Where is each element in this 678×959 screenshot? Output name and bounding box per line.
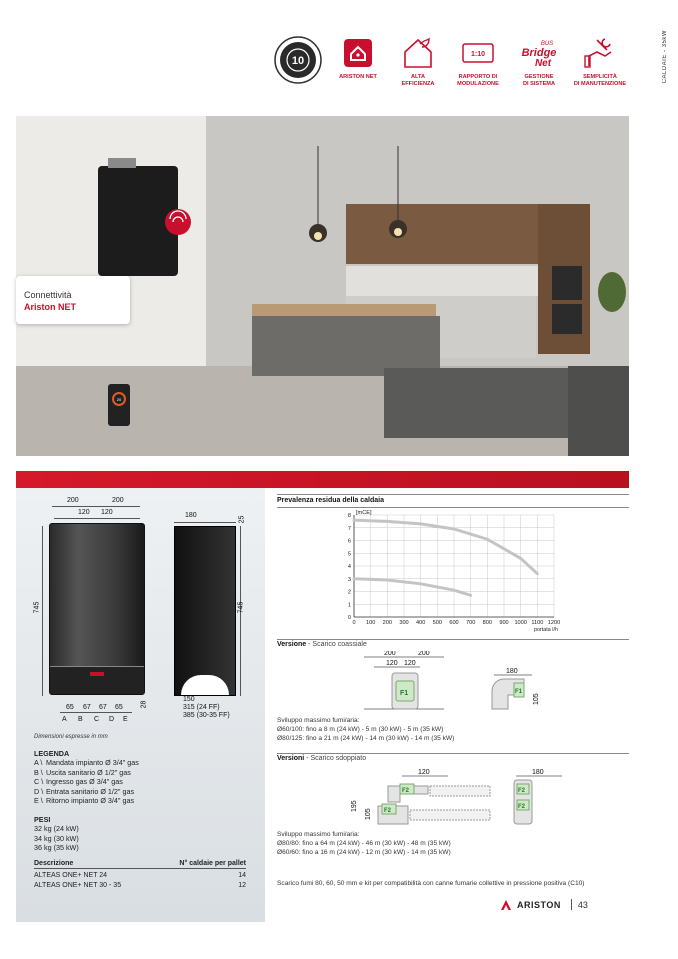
boiler-side-drawing (174, 526, 236, 696)
chart-title: Prevalenza residua della caldaia (277, 497, 385, 504)
house-leaf-icon (386, 36, 450, 70)
coax-spec-line: Sviluppo massimo fumi/aria: (277, 717, 360, 724)
red-divider-bar (16, 471, 629, 488)
split-spec-line: Sviluppo massimo fumi/aria: (277, 831, 360, 838)
x-tick-label: 200 (382, 620, 393, 626)
net-text: Net (534, 58, 552, 69)
legend-value: Ingresso gas Ø 3/4" gas (46, 777, 123, 786)
feature-alta-efficienza (386, 36, 450, 87)
feature-manutenzione (568, 36, 632, 87)
split-flue-drawing (348, 766, 498, 828)
dim-conn-2: 67 (83, 704, 91, 711)
split-spec-line: Ø80/80: fino a 64 m (24 kW) - 46 m (30 kW) - 48 m (35 kW) (277, 839, 451, 847)
x-tick-label: 300 (399, 620, 409, 626)
boiler-front-drawing (49, 523, 145, 695)
versione-heading (277, 641, 367, 648)
x-tick-label: 900 (499, 620, 509, 626)
pallet-table-header (34, 860, 246, 869)
conn-letter-a: A (62, 716, 67, 723)
sdopp-dim-w: 120 (418, 769, 430, 776)
section-rule (277, 639, 629, 640)
page-number: 43 (577, 899, 588, 910)
warranty-10-badge-icon (274, 36, 322, 84)
legend-value: Mandata impianto Ø 3/4" gas (46, 758, 139, 767)
legend-title: LEGENDA (34, 749, 70, 758)
dimensions-note: Dimensioni espresse in mm (34, 734, 108, 740)
dim-front-w2: 200 (112, 497, 124, 504)
phone-value: 20 (116, 397, 122, 402)
weights-list (34, 824, 79, 853)
sdopp-side-tag-1: F2 (518, 788, 526, 794)
x-tick-label: 100 (365, 620, 376, 626)
weight-item: 36 kg (35 kW) (34, 843, 79, 852)
series-line-2 (354, 579, 471, 596)
dim-front-w1: 200 (67, 497, 79, 504)
row-description: ALTEAS ONE+ NET 30 - 35 (34, 881, 122, 889)
side-connection-cutout (181, 675, 229, 695)
ariston-logo-mark (90, 672, 104, 676)
feature-label: SEMPLICITÀ DI MANUTENZIONE (573, 74, 627, 87)
legend-item (34, 768, 139, 778)
header-pallet-count: N° caldaie per pallet (179, 860, 246, 867)
dim-side-d1: 150 (183, 696, 195, 703)
coaxial-elbow-drawing (484, 665, 544, 715)
feature-label: ALTA EFFICIENZA (401, 74, 435, 87)
sdoppiato-subtitle: - Scarico sdoppiato (304, 755, 367, 762)
legend-value: Ritorno impianto Ø 3/4" gas (46, 796, 135, 805)
dim-conn-1: 65 (66, 704, 74, 711)
hand-wrench-icon (568, 36, 632, 70)
dim-side-top: 25 (238, 515, 246, 524)
bridge-text: Bridge (521, 47, 557, 59)
connectivity-brand: Ariston NET (24, 302, 77, 312)
split-flue-side-drawing (506, 766, 566, 828)
y-tick-label: 3 (347, 576, 351, 583)
x-tick-label: 600 (449, 620, 459, 626)
dim-front-s2: 120 (101, 509, 113, 516)
sdopp-side-dim: 180 (532, 769, 544, 776)
section-rule (277, 507, 629, 508)
conn-letter-d: D (109, 716, 115, 723)
coax-dim-s2: 120 (404, 660, 416, 667)
flue-compat-note: Scarico fumi 80, 60, 50 mm e kit per compatibilità con canne fumarie collettive in pressione positiva (C10) (277, 880, 585, 887)
legend-key: C \ (34, 777, 44, 786)
coax-dim-s1: 120 (386, 660, 398, 667)
legend-key: A \ (34, 758, 43, 767)
sdoppiato-heading (277, 755, 366, 762)
sdopp-side-tag-2: F2 (518, 804, 526, 810)
feature-label: ARISTON NET (339, 74, 377, 80)
dim-line (60, 712, 132, 713)
dim-line (174, 522, 236, 523)
sdoppiato-title: Versioni (277, 755, 305, 762)
pump-head-chart (340, 509, 580, 637)
weights-title: PESI (34, 815, 51, 824)
dim-front-bottom: 28 (140, 700, 148, 709)
x-tick-label: 400 (415, 620, 426, 626)
dim-line (42, 526, 43, 696)
badge-number: 10 (291, 55, 305, 67)
table-row (34, 871, 246, 881)
series-line-1 (354, 520, 537, 574)
legend-value: Uscita sanitario Ø 1/2" gas (46, 767, 131, 777)
pallet-table (34, 860, 246, 891)
connectivity-callout (16, 276, 130, 324)
ratio-text: 1:10 (470, 51, 486, 58)
dim-front-s1: 120 (78, 509, 90, 516)
split-spec-line: Ø60/60: fino a 16 m (24 kW) - 12 m (30 kW) - 14 m (35 kW) (277, 848, 451, 856)
y-tick-label: 0 (347, 615, 351, 621)
coax-dim-w1: 200 (384, 651, 396, 657)
x-tick-label: 1100 (531, 620, 544, 626)
ariston-logo-icon (501, 900, 511, 910)
dim-front-height: 745 (33, 601, 41, 614)
row-description: ALTEAS ONE+ NET 24 (34, 872, 108, 879)
x-tick-label: 700 (465, 620, 476, 626)
bus-text: BUS (540, 41, 554, 47)
feature-ariston-net (326, 36, 390, 81)
versione-title: Versione (277, 641, 307, 648)
y-tick-label: 5 (347, 551, 351, 558)
section-side-label: CALDAIE - 35kW (662, 30, 668, 84)
dim-side-d2: 315 (24 FF) (183, 704, 220, 711)
y-tick-label: 6 (347, 538, 351, 545)
sdopp-tag-f2-lower: F2 (384, 808, 392, 814)
feature-rapporto-modulazione (446, 36, 510, 87)
coax-dim-w2: 200 (418, 651, 430, 657)
legend-item (34, 758, 139, 768)
bus-bridge-net-icon (507, 36, 571, 70)
coax-side-dim: 180 (506, 668, 518, 675)
dim-side-height: 745 (237, 601, 245, 614)
modulation-ratio-icon (446, 36, 510, 70)
section-rule (277, 753, 629, 754)
coax-spec-line: Ø60/100: fino a 8 m (24 kW) - 5 m (30 kW) - 5 m (35 kW) (277, 725, 444, 733)
feature-gestione-sistema (507, 36, 571, 87)
legend-item (34, 777, 139, 787)
x-tick-label: 500 (432, 620, 443, 626)
y-tick-label: 4 (347, 564, 351, 570)
brand-name: ARISTON (517, 899, 561, 910)
coax-height-dim: 105 (533, 693, 540, 705)
y-tick-label: 7 (347, 525, 351, 532)
conn-letter-e: E (123, 716, 128, 723)
connectivity-label: Connettività (24, 290, 72, 300)
footer-brand (501, 899, 588, 910)
coaxial-flue-drawing (360, 651, 450, 713)
sdopp-dim-h2: 105 (365, 808, 372, 820)
row-count: 14 (238, 872, 246, 879)
dim-line (54, 518, 140, 519)
split-specs (277, 831, 451, 858)
footer-separator (571, 899, 572, 910)
header-description: Descrizione (34, 860, 74, 867)
x-tick-label: 800 (482, 620, 493, 626)
feature-label: GESTIONE DI SISTEMA (522, 74, 555, 87)
x-tick-label: 1000 (514, 620, 527, 626)
x-axis-label: portata l/h (534, 627, 558, 633)
y-tick-label: 1 (347, 602, 351, 609)
coaxial-specs (277, 717, 454, 744)
weight-item: 32 kg (24 kW) (34, 824, 79, 833)
y-axis-label: [mCE] (356, 510, 372, 516)
y-tick-label: 8 (347, 513, 351, 519)
row-count: 12 (238, 881, 246, 889)
legend-key: D \ (34, 786, 44, 796)
coax-tag-f1: F1 (400, 690, 409, 697)
boiler-control-panel (50, 666, 144, 694)
legend-list (34, 758, 139, 806)
legend-key: E \ (34, 796, 43, 805)
versione-subtitle: - Scarico coassiale (306, 641, 367, 648)
legend-value: Entrata sanitario Ø 1/2" gas (46, 786, 135, 796)
dim-side-d3: 385 (30-35 FF) (183, 712, 230, 719)
dim-line (52, 506, 140, 507)
dim-conn-3: 67 (99, 704, 107, 711)
table-row (34, 881, 246, 891)
section-rule (277, 494, 629, 495)
coax-tag-f1-side: F1 (515, 689, 523, 695)
conn-letter-c: C (94, 716, 100, 723)
legend-key: B \ (34, 767, 43, 777)
dim-side-width: 180 (185, 512, 197, 519)
legend-item (34, 787, 139, 797)
sdopp-dim-h1: 195 (351, 800, 358, 812)
conn-letter-b: B (78, 716, 83, 723)
dim-conn-4: 65 (115, 704, 123, 711)
sdopp-tag-f2: F2 (402, 788, 410, 794)
ariston-net-home-icon (326, 36, 390, 70)
legend-item (34, 796, 139, 806)
x-tick-label: 0 (352, 620, 356, 626)
coax-spec-line: Ø80/125: fino a 21 m (24 kW) - 14 m (30 kW) - 14 m (35 kW) (277, 734, 455, 742)
y-tick-label: 2 (347, 589, 351, 596)
feature-label: RAPPORTO DI MODULAZIONE (457, 74, 499, 87)
weight-item: 34 kg (30 kW) (34, 833, 79, 843)
x-tick-label: 1200 (547, 620, 561, 626)
